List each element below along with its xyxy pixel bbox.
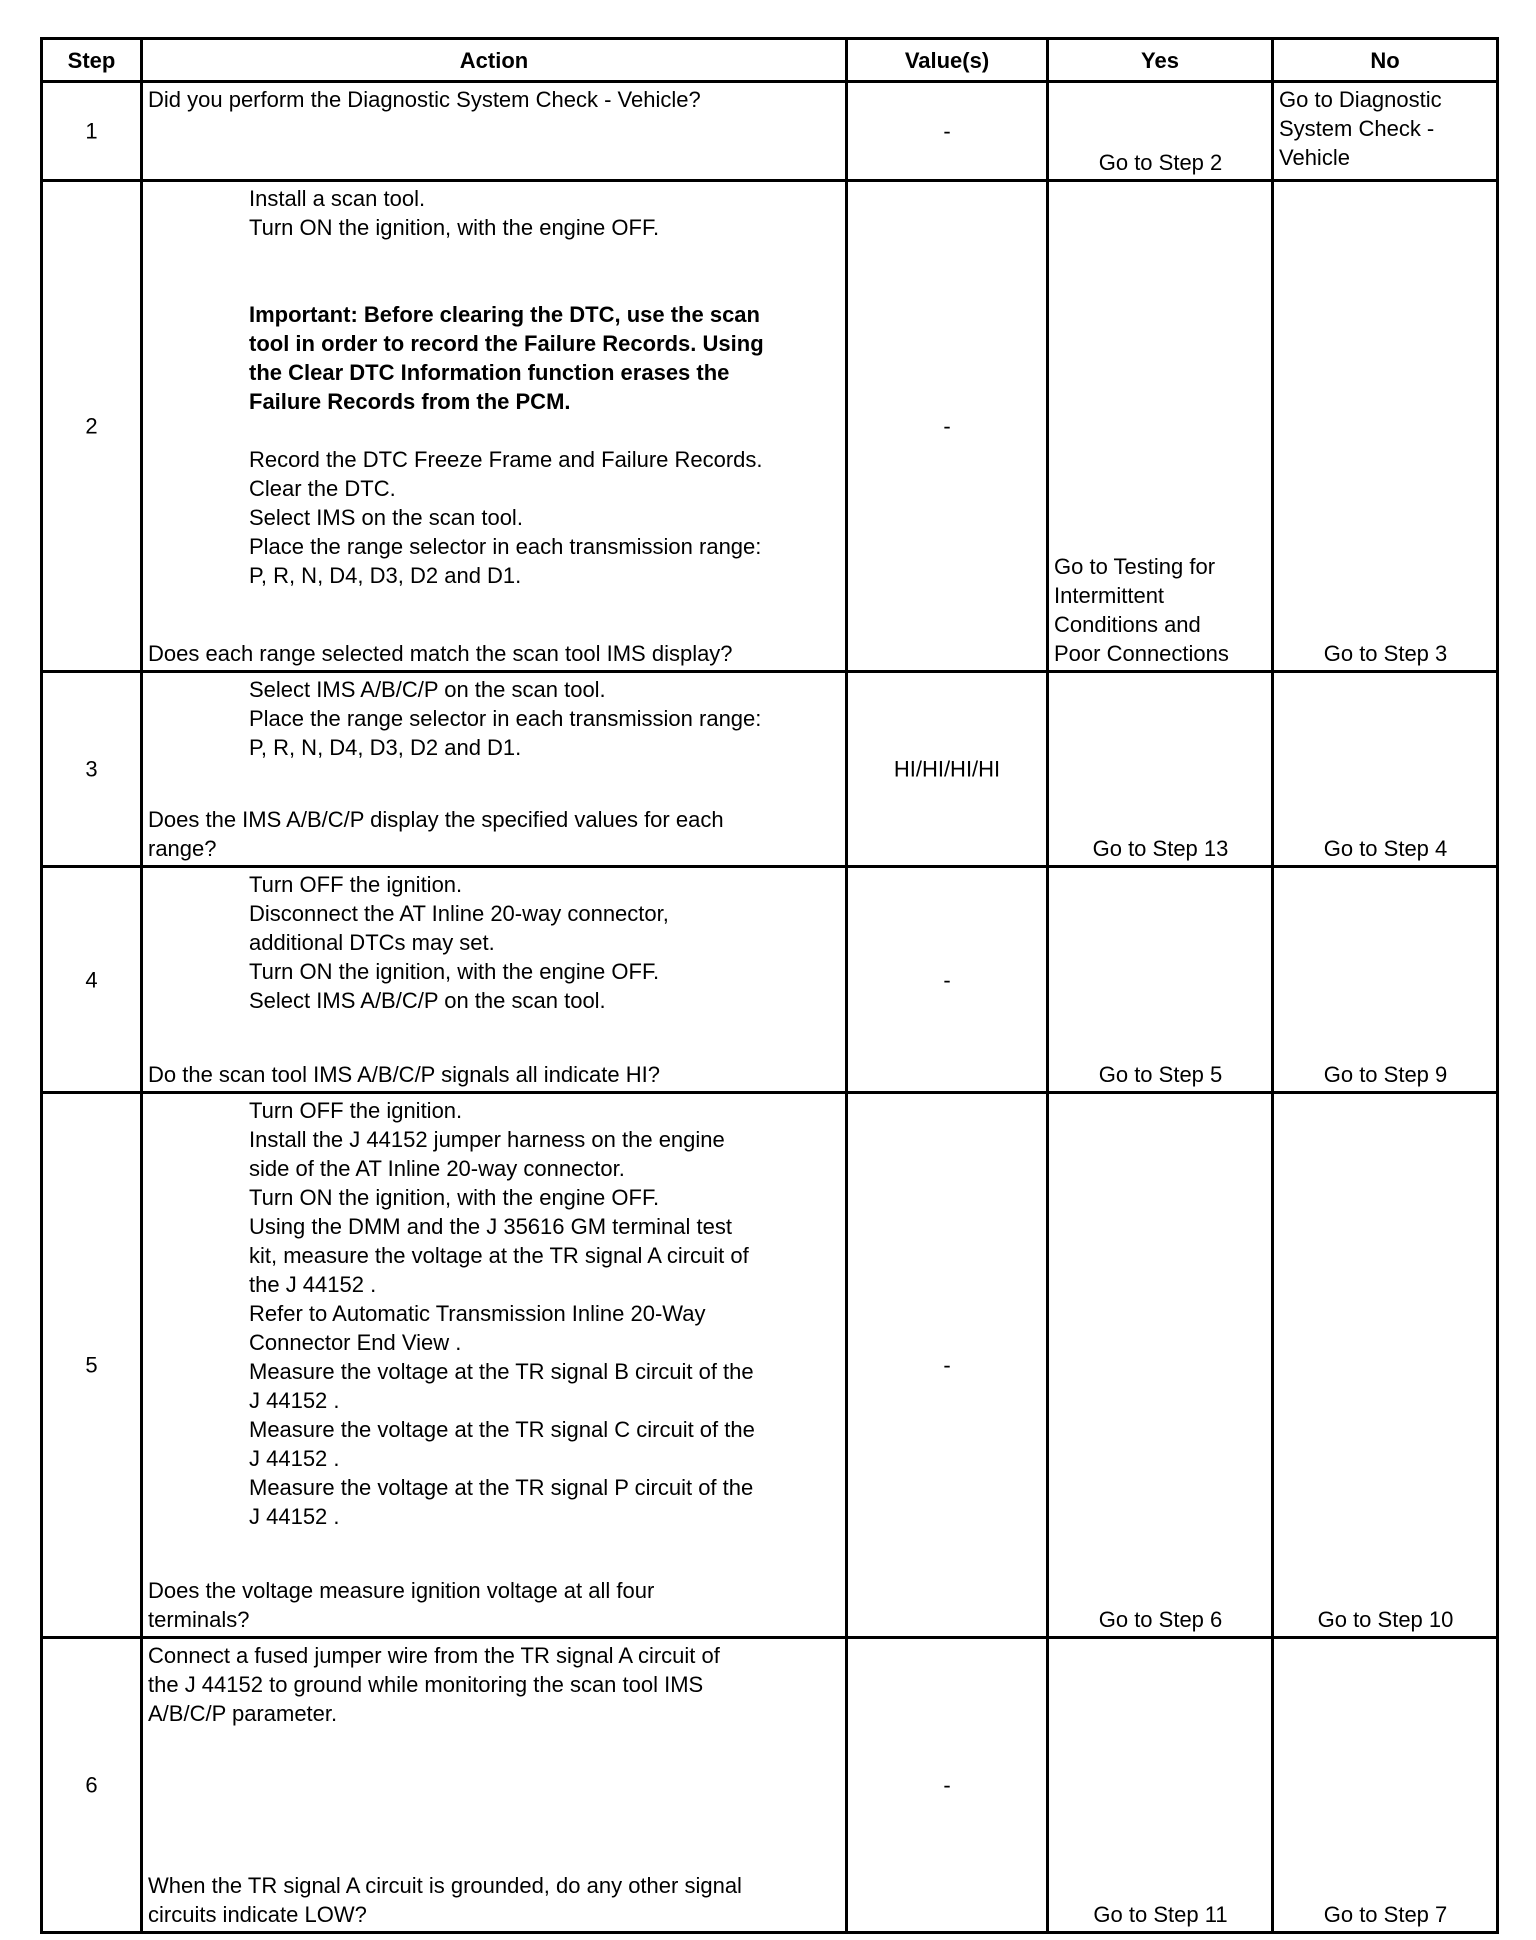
no-line: Vehicle: [1279, 145, 1350, 170]
action-question: Does each range selected match the scan tool IMS display?: [148, 641, 733, 666]
no-link[interactable]: Go to Step 10: [1317, 1607, 1454, 1632]
value-text: -: [943, 1772, 951, 1798]
action-text: A/B/C/P parameter.: [148, 1701, 338, 1726]
action-step: J 44152 .: [249, 1446, 340, 1471]
important-note: the Clear DTC Information function erases the: [249, 360, 730, 385]
step-number: 6: [85, 1772, 98, 1798]
yes-line: Go to Testing for: [1054, 554, 1216, 579]
yes-link[interactable]: Go to Step 11: [1093, 1902, 1228, 1927]
action-text: Connect a fused jumper wire from the TR signal A circuit of: [148, 1643, 720, 1668]
action-step: Measure the voltage at the TR signal B circuit of the: [249, 1359, 754, 1384]
action-step: Record the DTC Freeze Frame and Failure Records.: [249, 447, 763, 472]
header-values: Value(s): [847, 39, 1048, 82]
step-number: 5: [85, 1352, 98, 1378]
action-question: Does the IMS A/B/C/P display the specified values for each: [148, 807, 724, 832]
action-step: Turn ON the ignition, with the engine OFF.: [249, 215, 660, 240]
table-row-step-6: [42, 1638, 1498, 1933]
action-step: Turn ON the ignition, with the engine OFF.: [249, 1185, 660, 1210]
action-text: the J 44152 to ground while monitoring the scan tool IMS: [148, 1672, 704, 1697]
yes-link[interactable]: Go to Step 6: [1098, 1607, 1223, 1632]
action-step: side of the AT Inline 20-way connector.: [249, 1156, 625, 1181]
header-action: Action: [142, 39, 847, 82]
header-row: [42, 39, 1498, 82]
no-line: Go to Diagnostic: [1279, 87, 1442, 112]
action-step: Measure the voltage at the TR signal P circuit of the: [249, 1475, 754, 1500]
action-question: When the TR signal A circuit is grounded, do any other signal: [148, 1873, 742, 1898]
important-note: Failure Records from the PCM.: [249, 389, 571, 414]
no-line: System Check -: [1279, 116, 1435, 141]
yes-line: Intermittent: [1054, 583, 1165, 608]
action-step: J 44152 .: [249, 1388, 340, 1413]
no-link[interactable]: [1274, 83, 1496, 179]
action-step: Disconnect the AT Inline 20-way connector,: [249, 901, 669, 926]
header-no: No: [1273, 39, 1498, 82]
value-text: -: [943, 967, 951, 992]
action-step: Install the J 44152 jumper harness on the engine: [249, 1127, 725, 1152]
diagnostic-table: [40, 37, 1499, 1934]
action-step: Refer to Automatic Transmission Inline 20-Way: [249, 1301, 706, 1326]
value-text: -: [943, 413, 951, 439]
action-step: J 44152 .: [249, 1504, 340, 1529]
action-step: P, R, N, D4, D3, D2 and D1.: [249, 563, 522, 588]
header-step: Step: [42, 39, 142, 82]
action-step: Place the range selector in each transmission range:: [249, 706, 762, 731]
step-number: 3: [85, 756, 98, 782]
step-number: 4: [85, 967, 98, 992]
value-text: -: [943, 118, 951, 144]
table-row-step-1: [42, 82, 1498, 181]
action-question: Do the scan tool IMS A/B/C/P signals all indicate HI?: [148, 1062, 660, 1087]
table-row-step-3: [42, 672, 1498, 867]
no-link[interactable]: Go to Step 3: [1323, 641, 1448, 666]
action-step: additional DTCs may set.: [249, 930, 495, 955]
no-link[interactable]: Go to Step 4: [1323, 836, 1448, 861]
action-question: range?: [148, 836, 217, 861]
action-question: circuits indicate LOW?: [148, 1902, 367, 1927]
action-step: Clear the DTC.: [249, 476, 396, 501]
no-link[interactable]: Go to Step 7: [1323, 1902, 1448, 1927]
action-step: the J 44152 .: [249, 1272, 377, 1297]
yes-link[interactable]: Go to Step 2: [1098, 150, 1223, 175]
action-step: P, R, N, D4, D3, D2 and D1.: [249, 735, 522, 760]
table-row-step-5: [42, 1093, 1498, 1638]
yes-link[interactable]: [1049, 182, 1271, 670]
yes-line: Conditions and: [1054, 612, 1201, 637]
action-step: Select IMS A/B/C/P on the scan tool.: [249, 988, 606, 1013]
action-step: Connector End View .: [249, 1330, 462, 1355]
action-step: Select IMS on the scan tool.: [249, 505, 523, 530]
action-step: Place the range selector in each transmission range:: [249, 534, 762, 559]
action-step: Using the DMM and the J 35616 GM terminal test: [249, 1214, 732, 1239]
step-number: 2: [85, 413, 98, 439]
yes-link[interactable]: Go to Step 13: [1092, 836, 1229, 861]
table-row-step-4: [42, 867, 1498, 1093]
yes-link[interactable]: Go to Step 5: [1098, 1062, 1223, 1087]
action-step: Install a scan tool.: [249, 186, 426, 211]
action-step: Turn ON the ignition, with the engine OFF.: [249, 959, 660, 984]
action-step: Select IMS A/B/C/P on the scan tool.: [249, 677, 606, 702]
important-note: tool in order to record the Failure Records. Using: [249, 331, 764, 356]
value-text: HI/HI/HI/HI: [893, 756, 1001, 782]
table-row-step-2: [42, 181, 1498, 672]
value-text: -: [943, 1352, 951, 1378]
no-link[interactable]: Go to Step 9: [1323, 1062, 1448, 1087]
header-yes: Yes: [1048, 39, 1273, 82]
yes-line: Poor Connections: [1054, 641, 1229, 666]
action-step: kit, measure the voltage at the TR signal A circuit of: [249, 1243, 749, 1268]
action-step: Turn OFF the ignition.: [249, 1098, 463, 1123]
action-question: Does the voltage measure ignition voltage at all four: [148, 1578, 655, 1603]
action-question: terminals?: [148, 1607, 250, 1632]
step-number: 1: [85, 118, 98, 144]
action-step: Turn OFF the ignition.: [249, 872, 463, 897]
important-note: Important: Before clearing the DTC, use the scan: [249, 302, 760, 327]
action-step: Measure the voltage at the TR signal C circuit of the: [249, 1417, 755, 1442]
action-text: Did you perform the Diagnostic System Check - Vehicle?: [148, 87, 701, 112]
